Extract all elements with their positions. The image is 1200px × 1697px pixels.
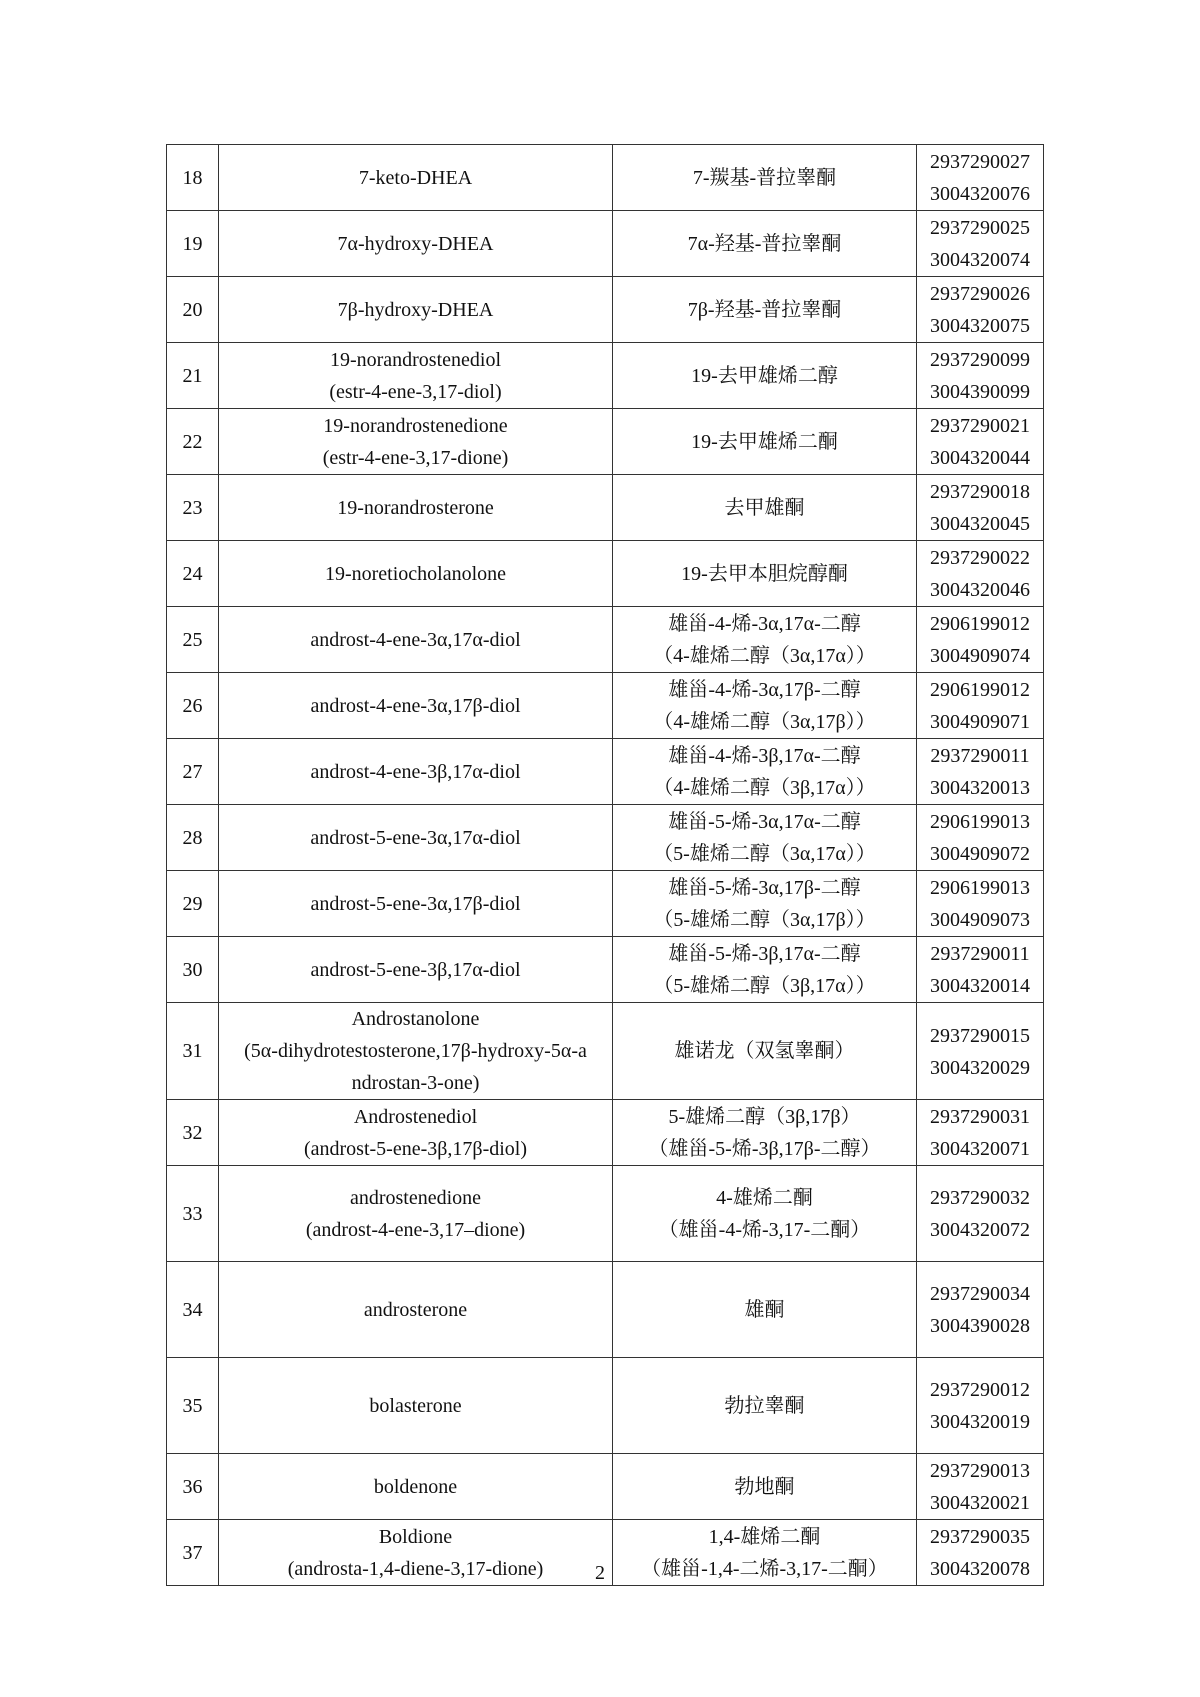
english-name-cell xyxy=(219,805,613,871)
row-number-cell xyxy=(167,1358,219,1454)
chinese-name-line: 7β-羟基-普拉睾酮 xyxy=(687,298,842,321)
code-line: 3004320044 xyxy=(930,447,1030,469)
table-row xyxy=(167,871,1044,937)
row-number-cell xyxy=(167,673,219,739)
english-name-line: 19-norandrostenedione xyxy=(323,414,508,437)
english-name-cell xyxy=(219,277,613,343)
row-number: 18 xyxy=(182,166,203,189)
chinese-name-cell xyxy=(613,1166,917,1262)
chinese-name-cell xyxy=(613,1100,917,1166)
row-number-cell xyxy=(167,1262,219,1358)
chinese-name-line: 雄甾-5-烯-3α,17α-二醇 xyxy=(668,810,861,833)
chinese-name-line: 雄甾-4-烯-3α,17α-二醇 xyxy=(668,612,861,635)
row-number-cell xyxy=(167,607,219,673)
code-line: 3004909072 xyxy=(930,843,1030,865)
english-name-line: (androst-4-ene-3,17–dione) xyxy=(305,1218,526,1241)
english-name-line: androstenedione xyxy=(349,1186,482,1209)
row-number-cell xyxy=(167,145,219,211)
english-name-line: (androsta-1,4-diene-3,17-dione) xyxy=(287,1557,544,1580)
chinese-name-line: （雄甾-1,4-二烯-3,17-二酮） xyxy=(641,1557,888,1580)
english-name-cell xyxy=(219,211,613,277)
chinese-name-line: （4-雄烯二醇（3α,17α）） xyxy=(653,644,876,667)
chinese-name-cell xyxy=(613,409,917,475)
chinese-name-line: 雄甾-5-烯-3β,17α-二醇 xyxy=(668,942,861,965)
chinese-name-line: 4-雄烯二酮 xyxy=(716,1186,813,1209)
row-number-cell xyxy=(167,1100,219,1166)
chinese-name-line: 勃地酮 xyxy=(734,1475,795,1498)
chinese-name-cell xyxy=(613,145,917,211)
code-line: 2937290011 xyxy=(930,943,1030,965)
chinese-name-cell xyxy=(613,607,917,673)
row-number: 33 xyxy=(182,1202,203,1225)
english-name-line: Androstanolone xyxy=(351,1008,480,1030)
code-line: 2906199013 xyxy=(930,811,1030,833)
row-number-cell xyxy=(167,475,219,541)
chinese-name-line: 19-去甲雄烯二醇 xyxy=(691,364,838,387)
row-number: 21 xyxy=(182,364,203,387)
code-line: 2937290026 xyxy=(930,283,1030,305)
row-number: 25 xyxy=(182,628,203,651)
code-line: 2937290015 xyxy=(930,1024,1030,1047)
code-line: 2937290034 xyxy=(930,1283,1030,1305)
english-name-line: ndrostan-3-one) xyxy=(351,1072,480,1094)
english-name-cell xyxy=(219,871,613,937)
table-row xyxy=(167,1358,1044,1454)
code-line: 3004390028 xyxy=(930,1315,1030,1337)
english-name-line: androsterone xyxy=(363,1298,468,1321)
code-line: 3004320021 xyxy=(930,1492,1030,1514)
row-number-cell xyxy=(167,1454,219,1520)
code-line: 2937290018 xyxy=(930,481,1030,503)
chinese-name-line: （雄甾-4-烯-3,17-二酮） xyxy=(658,1218,871,1241)
english-name-line: 7-keto-DHEA xyxy=(358,166,473,189)
english-name-line: (estr-4-ene-3,17-diol) xyxy=(329,380,502,403)
codes-cell xyxy=(917,409,1044,475)
codes-cell xyxy=(917,343,1044,409)
row-number: 32 xyxy=(182,1121,203,1144)
english-name-line: androst-4-ene-3β,17α-diol xyxy=(310,760,521,783)
codes-cell xyxy=(917,1003,1044,1100)
chinese-name-cell xyxy=(613,211,917,277)
row-number: 20 xyxy=(182,298,203,321)
codes-cell xyxy=(917,1358,1044,1454)
code-line: 3004320078 xyxy=(930,1558,1030,1580)
row-number: 23 xyxy=(182,496,203,519)
english-name-cell xyxy=(219,541,613,607)
code-line: 3004909074 xyxy=(930,645,1030,667)
english-name-line: Androstenediol xyxy=(353,1105,478,1128)
chinese-name-line: 雄诺龙（双氢睾酮） xyxy=(674,1040,855,1062)
english-name-cell xyxy=(219,673,613,739)
chinese-name-cell xyxy=(613,805,917,871)
codes-cell xyxy=(917,1100,1044,1166)
table-row xyxy=(167,475,1044,541)
english-name-cell xyxy=(219,937,613,1003)
chinese-name-cell xyxy=(613,541,917,607)
english-name-cell xyxy=(219,409,613,475)
table-row xyxy=(167,1003,1044,1100)
table-row xyxy=(167,937,1044,1003)
codes-cell xyxy=(917,607,1044,673)
chinese-name-line: 雄甾-4-烯-3β,17α-二醇 xyxy=(668,744,861,767)
english-name-line: boldenone xyxy=(373,1475,458,1498)
codes-cell xyxy=(917,937,1044,1003)
english-name-line: bolasterone xyxy=(369,1394,462,1417)
english-name-cell xyxy=(219,1358,613,1454)
chinese-name-cell xyxy=(613,343,917,409)
code-line: 2937290027 xyxy=(930,151,1030,173)
code-line: 3004320076 xyxy=(930,183,1030,205)
code-line: 2906199013 xyxy=(930,877,1030,899)
codes-cell xyxy=(917,871,1044,937)
row-number: 31 xyxy=(182,1040,203,1062)
chinese-name-cell xyxy=(613,475,917,541)
chinese-name-cell xyxy=(613,1454,917,1520)
codes-cell xyxy=(917,1262,1044,1358)
row-number: 27 xyxy=(182,760,203,783)
row-number: 22 xyxy=(182,430,203,453)
table-row xyxy=(167,211,1044,277)
chinese-name-line: （5-雄烯二醇（3α,17β）） xyxy=(653,908,876,931)
row-number: 35 xyxy=(182,1394,203,1417)
code-line: 2937290025 xyxy=(930,217,1030,239)
chinese-name-line: 5-雄烯二醇（3β,17β） xyxy=(668,1105,861,1128)
chinese-name-cell xyxy=(613,1358,917,1454)
chinese-name-cell xyxy=(613,1262,917,1358)
codes-cell xyxy=(917,739,1044,805)
row-number-cell xyxy=(167,871,219,937)
codes-cell xyxy=(917,1454,1044,1520)
row-number-cell xyxy=(167,409,219,475)
code-line: 3004320045 xyxy=(930,513,1030,535)
english-name-cell xyxy=(219,1262,613,1358)
chinese-name-line: 7-羰基-普拉睾酮 xyxy=(692,166,837,189)
row-number: 34 xyxy=(182,1298,203,1321)
code-line: 3004320074 xyxy=(930,249,1030,271)
row-number: 28 xyxy=(182,826,203,849)
code-line: 2937290021 xyxy=(930,415,1030,437)
chinese-name-line: （雄甾-5-烯-3β,17β-二醇） xyxy=(648,1137,881,1160)
row-number: 30 xyxy=(182,958,203,981)
codes-cell xyxy=(917,1166,1044,1262)
chinese-name-line: （5-雄烯二醇（3α,17α）） xyxy=(653,842,876,865)
table-row xyxy=(167,607,1044,673)
code-line: 3004320014 xyxy=(930,975,1030,997)
english-name-line: androst-5-ene-3α,17β-diol xyxy=(310,892,521,915)
codes-cell xyxy=(917,673,1044,739)
table-row xyxy=(167,409,1044,475)
english-name-line: androst-4-ene-3α,17β-diol xyxy=(310,694,521,717)
english-name-line: Boldione xyxy=(378,1525,453,1548)
row-number: 19 xyxy=(182,232,203,255)
english-name-line: 19-noretiocholanolone xyxy=(324,562,507,585)
chinese-name-cell xyxy=(613,937,917,1003)
table-body xyxy=(167,145,1044,1586)
code-line: 2906199012 xyxy=(930,613,1030,635)
code-line: 3004390099 xyxy=(930,381,1030,403)
codes-cell xyxy=(917,475,1044,541)
code-line: 2937290031 xyxy=(930,1106,1030,1128)
code-line: 3004320046 xyxy=(930,579,1030,601)
page-number: 2 xyxy=(595,1562,605,1584)
chinese-name-line: 雄酮 xyxy=(744,1298,785,1321)
substance-table xyxy=(166,144,1044,1586)
chinese-name-line: 勃拉睾酮 xyxy=(724,1394,805,1417)
codes-cell xyxy=(917,541,1044,607)
row-number-cell xyxy=(167,277,219,343)
english-name-cell xyxy=(219,739,613,805)
row-number: 26 xyxy=(182,694,203,717)
english-name-line: 7α-hydroxy-DHEA xyxy=(337,232,494,255)
chinese-name-line: 雄甾-5-烯-3α,17β-二醇 xyxy=(668,876,861,899)
english-name-line: androst-5-ene-3β,17α-diol xyxy=(310,958,521,981)
row-number: 29 xyxy=(182,892,203,915)
code-line: 3004320072 xyxy=(930,1219,1030,1241)
chinese-name-cell xyxy=(613,673,917,739)
english-name-line: 7β-hydroxy-DHEA xyxy=(337,298,494,321)
english-name-cell xyxy=(219,1100,613,1166)
english-name-line: (5α-dihydrotestosterone,17β-hydroxy-5α-a xyxy=(244,1040,587,1062)
row-number-cell xyxy=(167,541,219,607)
row-number-cell xyxy=(167,805,219,871)
chinese-name-line: 19-去甲本胆烷醇酮 xyxy=(681,562,848,585)
code-line: 2937290013 xyxy=(930,1460,1030,1482)
code-line: 2906199012 xyxy=(930,679,1030,701)
chinese-name-line: （4-雄烯二醇（3α,17β）） xyxy=(653,710,876,733)
chinese-name-line: 1,4-雄烯二酮 xyxy=(708,1525,821,1548)
code-line: 3004320075 xyxy=(930,315,1030,337)
code-line: 3004320071 xyxy=(930,1138,1030,1160)
table-row xyxy=(167,1166,1044,1262)
chinese-name-line: （5-雄烯二醇（3β,17α）） xyxy=(653,974,876,997)
code-line: 2937290012 xyxy=(930,1379,1030,1401)
row-number-cell xyxy=(167,739,219,805)
table-row xyxy=(167,739,1044,805)
code-line: 3004909073 xyxy=(930,909,1030,931)
code-line: 2937290099 xyxy=(930,349,1030,371)
chinese-name-cell xyxy=(613,871,917,937)
chinese-name-cell xyxy=(613,277,917,343)
english-name-cell xyxy=(219,607,613,673)
english-name-line: androst-5-ene-3α,17α-diol xyxy=(310,826,521,849)
english-name-line: (estr-4-ene-3,17-dione) xyxy=(322,446,509,469)
code-line: 2937290022 xyxy=(930,547,1030,569)
table-row xyxy=(167,1454,1044,1520)
english-name-line: 19-norandrostenediol xyxy=(329,348,502,371)
row-number: 36 xyxy=(182,1475,203,1498)
english-name-cell xyxy=(219,1166,613,1262)
row-number-cell xyxy=(167,937,219,1003)
chinese-name-line: 19-去甲雄烯二酮 xyxy=(691,430,838,453)
english-name-cell xyxy=(219,1003,613,1100)
codes-cell xyxy=(917,805,1044,871)
chinese-name-line: 去甲雄酮 xyxy=(724,496,805,519)
code-line: 2937290011 xyxy=(930,745,1030,767)
row-number: 24 xyxy=(182,562,203,585)
table-row xyxy=(167,343,1044,409)
english-name-cell xyxy=(219,343,613,409)
table-row xyxy=(167,805,1044,871)
table-row xyxy=(167,673,1044,739)
table-row xyxy=(167,1100,1044,1166)
code-line: 2937290032 xyxy=(930,1187,1030,1209)
row-number-cell xyxy=(167,343,219,409)
table-row xyxy=(167,541,1044,607)
english-name-cell xyxy=(219,475,613,541)
code-line: 3004909071 xyxy=(930,711,1030,733)
codes-cell xyxy=(917,277,1044,343)
code-line: 2937290035 xyxy=(930,1526,1030,1548)
chinese-name-cell xyxy=(613,1003,917,1100)
english-name-line: 19-norandrosterone xyxy=(337,496,494,519)
row-number-cell xyxy=(167,211,219,277)
table-row xyxy=(167,277,1044,343)
code-line: 3004320019 xyxy=(930,1411,1030,1433)
row-number: 37 xyxy=(182,1541,203,1564)
english-name-cell xyxy=(219,145,613,211)
english-name-line: androst-4-ene-3α,17α-diol xyxy=(310,628,521,651)
codes-cell xyxy=(917,145,1044,211)
chinese-name-line: 雄甾-4-烯-3α,17β-二醇 xyxy=(668,678,861,701)
table-row xyxy=(167,1262,1044,1358)
table-row xyxy=(167,145,1044,211)
row-number-cell xyxy=(167,1166,219,1262)
english-name-cell xyxy=(219,1454,613,1520)
english-name-line: (androst-5-ene-3β,17β-diol) xyxy=(303,1137,528,1160)
chinese-name-cell xyxy=(613,739,917,805)
chinese-name-line: 7α-羟基-普拉睾酮 xyxy=(687,232,842,255)
code-line: 3004320029 xyxy=(930,1056,1030,1079)
code-line: 3004320013 xyxy=(930,777,1030,799)
codes-cell xyxy=(917,211,1044,277)
chinese-name-line: （4-雄烯二醇（3β,17α）） xyxy=(653,776,876,799)
row-number-cell xyxy=(167,1003,219,1100)
